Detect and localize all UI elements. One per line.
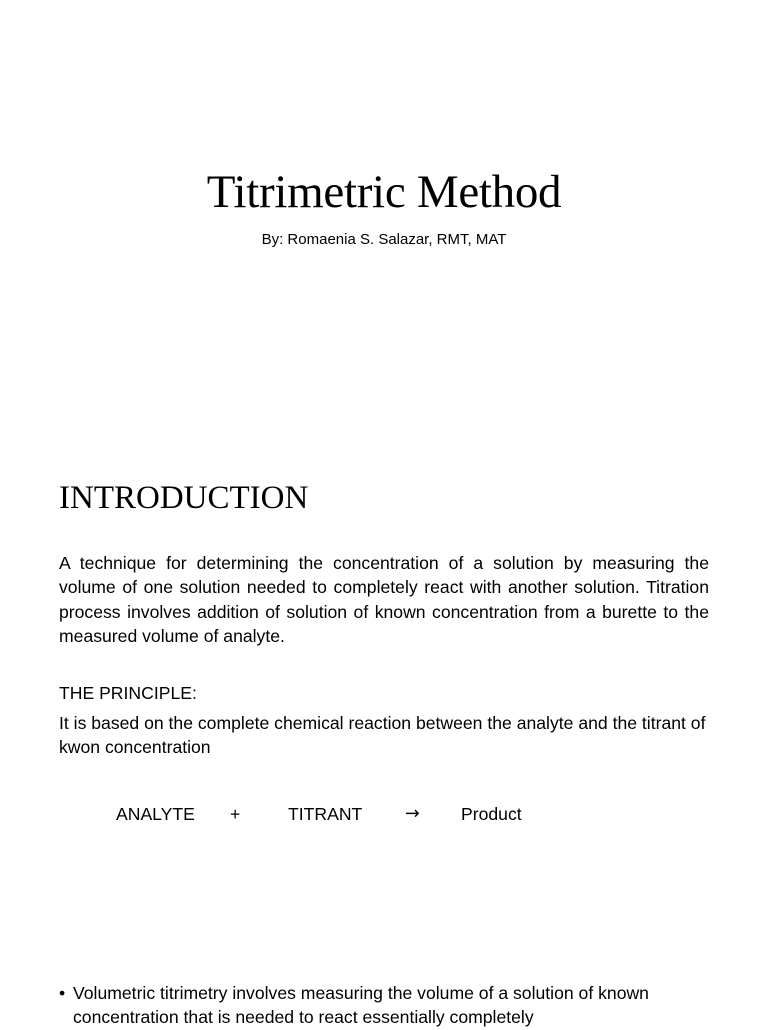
principle-text: It is based on the complete chemical reaction between the analyte and the titrant of kwon concentration (59, 713, 706, 758)
slide-title: Titrimetric Method (206, 166, 562, 218)
reaction-equation (0, 800, 768, 828)
slide-subtitle-author: By: Romaenia S. Salazar, RMT, MAT (261, 231, 507, 248)
principle-label: THE PRINCIPLE: (59, 683, 197, 703)
intro-paragraph: A technique for determining the concentration of a solution by measuring the volume of one solution needed to completely react with another solution. Titration process involves addition of solution of known concentration from a burette to the measured volume of analyte. (59, 553, 709, 647)
title-slide (0, 0, 768, 455)
introduction-slide (0, 455, 768, 1028)
bullet-marker: • (59, 983, 66, 1003)
bullet-text: Volumetric titrimetry involves measuring the volume of a solution of known concentration that is needed to react essentially completely (73, 983, 649, 1028)
equation-plus-sign: + (230, 804, 241, 824)
equation-titrant: TITRANT (288, 804, 363, 824)
arrow-right-icon: → (405, 804, 420, 824)
bullet-list-item (59, 981, 709, 1030)
equation-analyte: ANALYTE (116, 804, 195, 824)
section-heading: INTRODUCTION (59, 480, 309, 516)
equation-product: Product (461, 804, 522, 824)
